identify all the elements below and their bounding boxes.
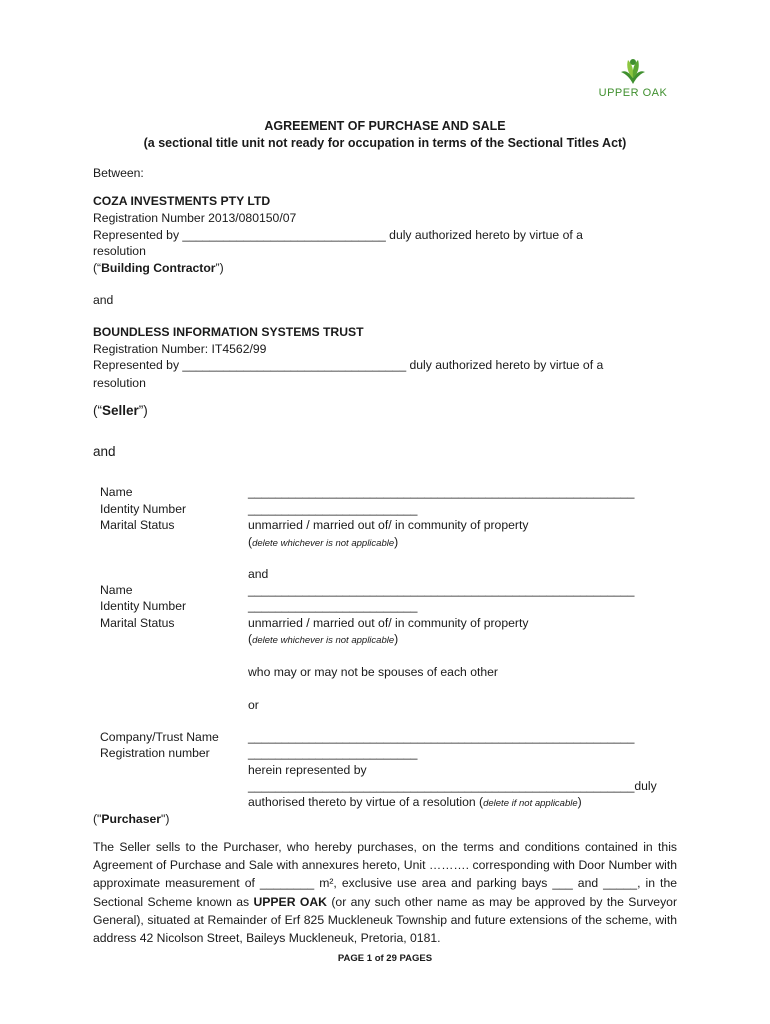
seller-role: (“Seller”) (93, 403, 148, 418)
seller-name: BOUNDLESS INFORMATION SYSTEMS TRUST (93, 325, 364, 339)
seller-role-label: Seller (102, 403, 139, 418)
purchaser2-note: (delete whichever is not applicable) (248, 632, 399, 646)
company-represented: herein represented by (248, 763, 367, 777)
purchaser1-id-line: _________________________ (248, 502, 418, 516)
purchaser-role-label: Purchaser (101, 812, 162, 826)
company-name-line: _________________________________________________________ (248, 730, 635, 744)
document-subtitle: (a sectional title unit not ready for occupation in terms of the Sectional Titles Act) (143, 136, 627, 150)
purchaser1-marital-value: unmarried / married out of/ in community of property (248, 518, 529, 532)
purchaser2-name-line: _________________________________________________________ (248, 583, 635, 597)
contractor-represented-by: Represented by ______________________________ duly authorized hereto by virtue of a (93, 228, 583, 242)
and-separator-2: and (93, 444, 116, 459)
seller-registration: Registration Number: IT4562/99 (93, 342, 267, 356)
purchaser2-marital-label: Marital Status (100, 616, 175, 630)
seller-represented-by: Represented by _________________________________ duly authorized hereto by virtue of a (93, 358, 604, 372)
upper-oak-logo (588, 56, 678, 104)
purchaser1-marital-label: Marital Status (100, 518, 175, 532)
purchaser2-marital-value: unmarried / married out of/ in community of property (248, 616, 529, 630)
purchaser1-name-line: _________________________________________________________ (248, 485, 635, 499)
contractor-role-label: Building Contractor (101, 261, 216, 275)
purchaser2-id-label: Identity Number (100, 599, 187, 613)
purchaser2-name-label: Name (100, 583, 133, 597)
purchaser1-id-label: Identity Number (100, 502, 187, 516)
company-reg-label: Registration number (100, 746, 210, 760)
oak-leaf-icon (616, 56, 650, 86)
contractor-role: (“Building Contractor”) (93, 261, 224, 275)
company-authorised: authorised thereto by virtue of a resolution (delete if not applicable) (248, 795, 582, 809)
spouses-text: who may or may not be spouses of each other (248, 665, 498, 679)
sale-paragraph: The Seller sells to the Purchaser, who hereby purchases, on the terms and conditions contained in this Agreement of Purchase and Sale with annexures hereto, Unit ………. corresponding with Door Number with approximate measurement of ________ m², exclusive use area and parking bays ___ and _____, in the Sectional Scheme known as UPPER OAK (or any such other name as may be approved by the Surveyor General), situated at Remainder of Erf 825 Muckleneuk Township and future extensions of the scheme, with address 42 Nicolson Street, Baileys Muckleneuk, Pretoria, 0181. (93, 840, 678, 946)
purchaser1-name-label: Name (100, 485, 133, 499)
or-separator: or (248, 698, 259, 712)
contractor-resolution: resolution (93, 244, 146, 258)
purchaser-role: ("Purchaser") (93, 812, 170, 826)
scheme-name: UPPER OAK (253, 894, 327, 909)
and-separator-1: and (93, 293, 114, 307)
company-reg-line: _________________________ (248, 746, 418, 760)
company-rep-line: _________________________________________________________duly (248, 779, 657, 793)
page-footer: PAGE 1 of 29 PAGES (337, 953, 433, 964)
document-title: AGREEMENT OF PURCHASE AND SALE (264, 119, 506, 133)
contractor-name: COZA INVESTMENTS PTY LTD (93, 194, 271, 208)
logo-text: UPPER OAK (598, 87, 668, 99)
seller-resolution: resolution (93, 376, 146, 390)
company-name-label: Company/Trust Name (100, 730, 219, 744)
and-separator-3: and (248, 567, 269, 581)
between-label: Between: (93, 166, 144, 180)
contractor-registration: Registration Number 2013/080150/07 (93, 211, 297, 225)
purchaser1-note: (delete whichever is not applicable) (248, 535, 399, 549)
purchaser2-id-line: _________________________ (248, 599, 418, 613)
